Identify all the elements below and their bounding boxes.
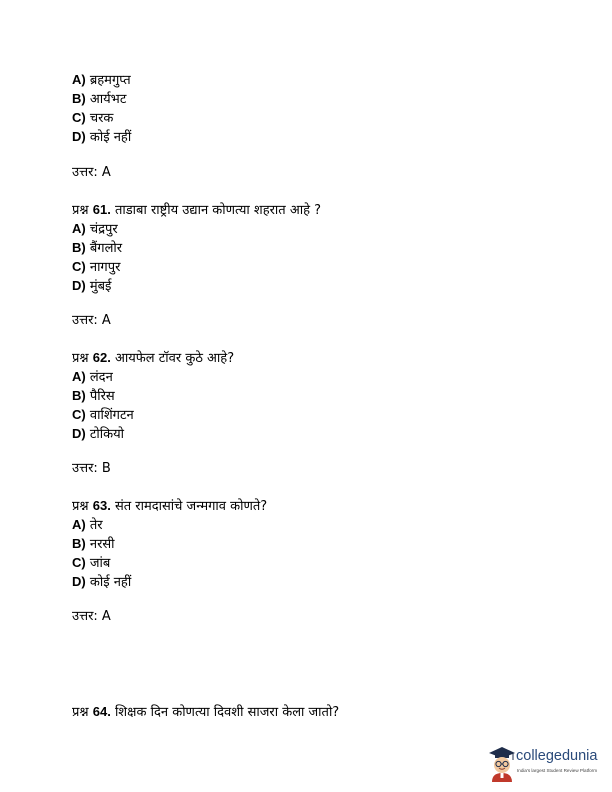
option-c: C) वाशिंगटन	[72, 407, 134, 423]
question-62-text: प्रश्न 62. आयफेल टॉवर कुठे आहे?	[72, 350, 235, 366]
option-a: A) लंदन	[72, 369, 113, 385]
question-63	[72, 496, 552, 591]
option-d: D) मुंबई	[72, 278, 112, 294]
option-a: A) ब्रहमगुप्त	[72, 72, 131, 88]
option-b: B) पैरिस	[72, 388, 115, 404]
option-a: A) चंद्रपुर	[72, 221, 118, 237]
option-d: D) कोई नहीं	[72, 129, 132, 145]
question-60-answer: उत्तर: A	[72, 165, 111, 180]
student-mascot-icon	[486, 744, 516, 784]
option-b: B) बैंगलोर	[72, 240, 123, 256]
option-d: D) टोकियो	[72, 426, 125, 442]
option-c: C) चरक	[72, 110, 114, 126]
option-c: C) नागपुर	[72, 259, 121, 275]
question-60-options	[72, 70, 552, 146]
question-61-answer: उत्तर: A	[72, 313, 111, 328]
brand-name: collegedunia	[516, 748, 598, 764]
brand-tagline: India's largest Student Review Platform	[517, 768, 598, 773]
question-61	[72, 200, 552, 295]
option-b: B) आर्यभट	[72, 91, 127, 107]
question-62	[72, 348, 552, 443]
question-63-answer: उत्तर: A	[72, 609, 111, 624]
question-61-text: प्रश्न 61. ताडाबा राष्ट्रीय उद्यान कोणत्या शहरात आहे ?	[72, 202, 322, 218]
option-c: C) जांब	[72, 555, 111, 571]
option-d: D) कोई नहीं	[72, 574, 132, 590]
question-62-answer: उत्तर: B	[72, 461, 111, 476]
option-a: A) तेर	[72, 517, 103, 533]
collegedunia-logo	[486, 744, 610, 784]
question-63-text: प्रश्न 63. संत रामदासांचे जन्मगाव कोणते?	[72, 498, 268, 514]
question-64	[72, 702, 552, 721]
question-64-text: प्रश्न 64. शिक्षक दिन कोणत्या दिवशी साजरा केला जातो?	[72, 704, 340, 720]
option-b: B) नरसी	[72, 536, 115, 552]
